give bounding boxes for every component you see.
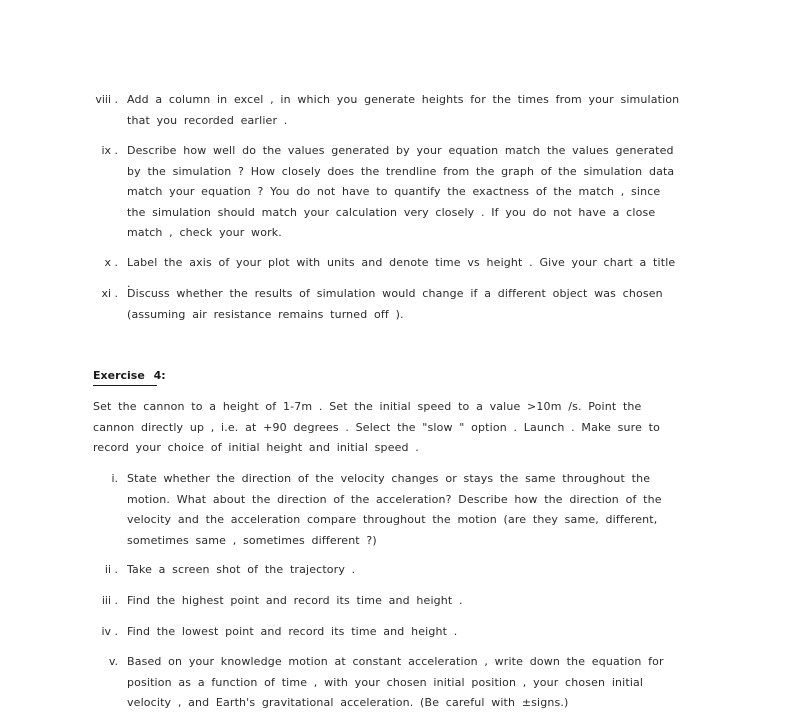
list-number: viii . (95, 93, 118, 106)
list-item-v (90, 652, 690, 714)
list-text: Add a column in excel , in which you generate heights for the times from your simulation that you recorded earlier . (127, 93, 680, 127)
list-number: xi . (101, 287, 118, 300)
list-number: ii . (104, 563, 118, 576)
list-item-x (90, 253, 690, 290)
list-text: State whether the direction of the velocity changes or stays the same throughout the motion. What about the direction of the acceleration? Describe how the direction of the velocity and the acceleration compare throughout the motion (are they same, different, sometimes same , sometimes different ?) (127, 472, 662, 547)
list-text: Take a screen shot of the trajectory . (127, 563, 356, 576)
list-text: Describe how well do the values generated by your equation match the values generated by the simulation ? How closely does the trendline from the graph of the simulation data match your equation ? You do not have to quantify the exactness of the match , since the simulation should match your calculation very closely . If you do not have a close match , check your work. (127, 144, 675, 239)
list-number: ix . (101, 144, 118, 157)
list-text: Based on your knowledge motion at constant acceleration , write down the equation for position as a function of time , with your chosen initial position , your chosen initial velocity , and Earth's gravitational acceleration. (Be careful with ±signs.) (127, 655, 664, 709)
list-text: Label the axis of your plot with units and denote time vs height . Give your chart a title . (127, 256, 676, 290)
list-number: v. (108, 655, 118, 668)
list-item-ix (90, 141, 690, 244)
list-item-iii (90, 591, 690, 612)
heading-underline (93, 385, 157, 386)
list-number: i. (111, 472, 118, 485)
list-text: Discuss whether the results of simulation would change if a different object was chosen (assuming air resistance remains turned off ). (127, 287, 663, 321)
list-text: Find the highest point and record its time and height . (127, 594, 463, 607)
list-item-xi (90, 284, 690, 325)
list-number: iv . (101, 625, 118, 638)
list-number: iii . (101, 594, 118, 607)
exercise-intro: Set the cannon to a height of 1-7m . Set the initial speed to a value >10m /s. Point the cannon directly up , i.e. at +90 degrees . Select the "slow " option . Launch . Make sure to record your choice of initial height and initial speed . (93, 400, 660, 454)
list-item-ii (90, 560, 690, 581)
list-number: x . (104, 256, 118, 269)
list-text: Find the lowest point and record its time and height . (127, 625, 458, 638)
exercise-heading: Exercise 4: (93, 369, 166, 382)
list-item-i (90, 469, 690, 551)
list-item-iv (90, 622, 690, 643)
list-item-viii (90, 90, 690, 131)
